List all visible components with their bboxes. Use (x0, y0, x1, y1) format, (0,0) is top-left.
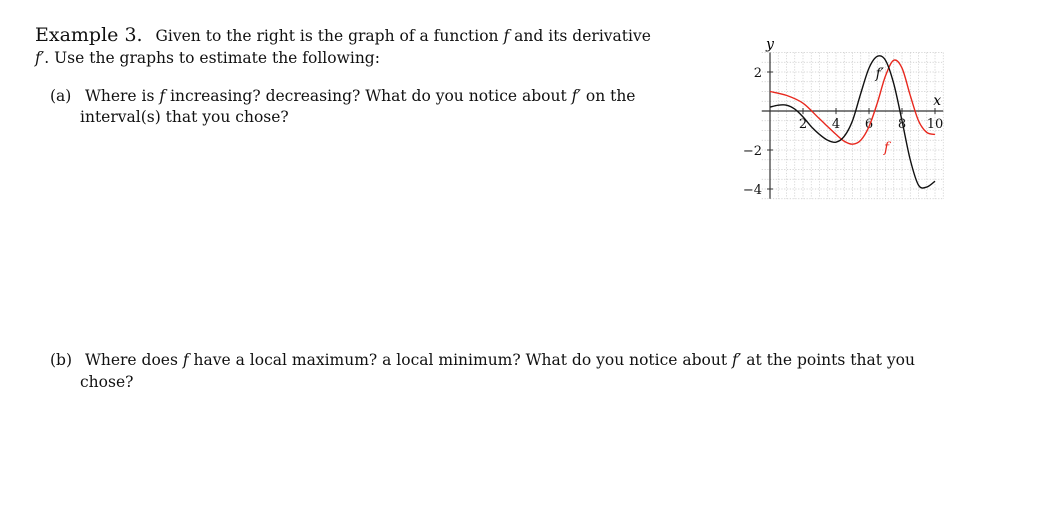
question-a-text-2: increasing? decreasing? What do you notice about (170, 87, 567, 105)
question-a (50, 86, 710, 128)
question-a-fprime-symbol: f′ (571, 87, 581, 105)
series-label-f: f (883, 139, 890, 156)
question-b (50, 349, 1010, 393)
y-tick-label: 2 (753, 66, 762, 81)
y-axis-label: y (766, 36, 774, 53)
x-tick-label: 2 (798, 117, 808, 132)
question-b-label: (b) (50, 351, 73, 369)
x-tick-label: 8 (897, 117, 907, 132)
problem-intro (35, 24, 705, 69)
question-b-f-symbol: f (182, 351, 189, 369)
series-label-fprime: f′ (875, 65, 884, 82)
question-a-f-symbol: f (159, 87, 166, 105)
x-tick-label: 4 (831, 117, 841, 132)
question-b-line-2: chose? (80, 373, 134, 391)
x-tick-label: 10 (926, 117, 944, 132)
question-b-fprime-symbol: f′ (732, 351, 742, 369)
x-axis-label: x (933, 93, 942, 109)
question-b-text-2: have a local maximum? a local minimum? What do you notice about (193, 351, 728, 369)
question-a-text-1: Where is (84, 87, 155, 105)
y-tick-label: −2 (742, 144, 762, 159)
question-a-line-2: interval(s) that you chose? (80, 108, 289, 126)
question-a-text-3: on the (585, 87, 636, 105)
fprime-symbol: f′ (35, 49, 45, 67)
y-tick-label: −4 (742, 183, 762, 198)
intro-text-2: and its derivative (514, 27, 651, 45)
f-symbol: f (503, 27, 510, 45)
x-tick-label: 6 (864, 117, 874, 132)
question-b-text-1: Where does (84, 351, 178, 369)
example-title: Example 3. (35, 24, 143, 46)
function-graph (720, 22, 1030, 222)
grid (762, 53, 944, 199)
ticks (743, 66, 943, 198)
question-b-text-3: at the points that you (746, 351, 915, 369)
intro-text-1: Given to the right is the graph of a function (155, 27, 499, 45)
intro-text-3: . Use the graphs to estimate the following: (44, 49, 380, 67)
question-a-label: (a) (50, 87, 72, 105)
